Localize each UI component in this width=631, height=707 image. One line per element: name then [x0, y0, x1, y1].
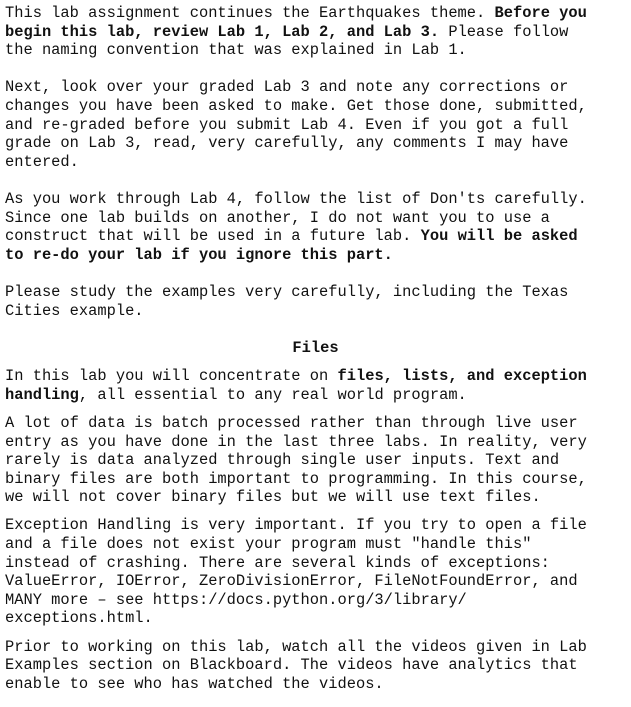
donts-warning: You will be asked to re-do your lab if you ignore this part.	[5, 227, 578, 264]
concentrate-text-end: , all essential to any real world program.	[78, 385, 467, 404]
intro-paragraph	[5, 4, 631, 60]
donts-text: As you work through Lab 4, follow the list of Don'ts carefully. Since one lab builds on another, I do not want you to use a construct that will be used in a future lab.	[5, 189, 587, 246]
intro-emphasis: Before you begin this lab, review Lab 1, Lab 2, and Lab 3.	[5, 4, 587, 41]
intro-text: This lab assignment continues the Earthquakes theme.	[5, 4, 495, 22]
videos-paragraph: Prior to working on this lab, watch all the videos given in Lab Examples section on Blackboard. The videos have analytics that enable to see who has watched the videos.	[5, 637, 587, 693]
examples-paragraph: Please study the examples very carefully, including the Texas Cities example.	[5, 282, 569, 320]
exception-paragraph: Exception Handling is very important. If you try to open a file and a file does not exist your program must "handle this" instead of crashing. There are several kinds of exceptions: ValueError, IOError, ZeroDivisionError, FileNotFoundError, and MANY more – see https://docs.python.org/3/library/ exceptions.html.	[5, 516, 587, 628]
review-paragraph: Next, look over your graded Lab 3 and note any corrections or changes you have been asked to make. Get those done, submitted, and re-graded before you submit Lab 4. Even if you got a full grade on Lab 3, read, very carefully, any comments I may have entered.	[5, 78, 587, 171]
batch-paragraph: A lot of data is batch processed rather than through live user entry as you have done in the last three labs. In reality, very rarely is data analyzed through single user inputs. Text and binary files are both important to programming. In this course, we will not cover binary files but we will use text files.	[5, 413, 587, 507]
intro-text-end: Please follow the naming convention that was explained in Lab 1.	[5, 22, 569, 60]
concentrate-text: In this lab you will concentrate on	[5, 367, 338, 386]
files-heading: Files	[292, 338, 339, 357]
donts-paragraph	[5, 190, 631, 264]
concentrate-emphasis: files, lists, and exception handling	[5, 367, 587, 404]
concentrate-paragraph	[5, 367, 631, 404]
